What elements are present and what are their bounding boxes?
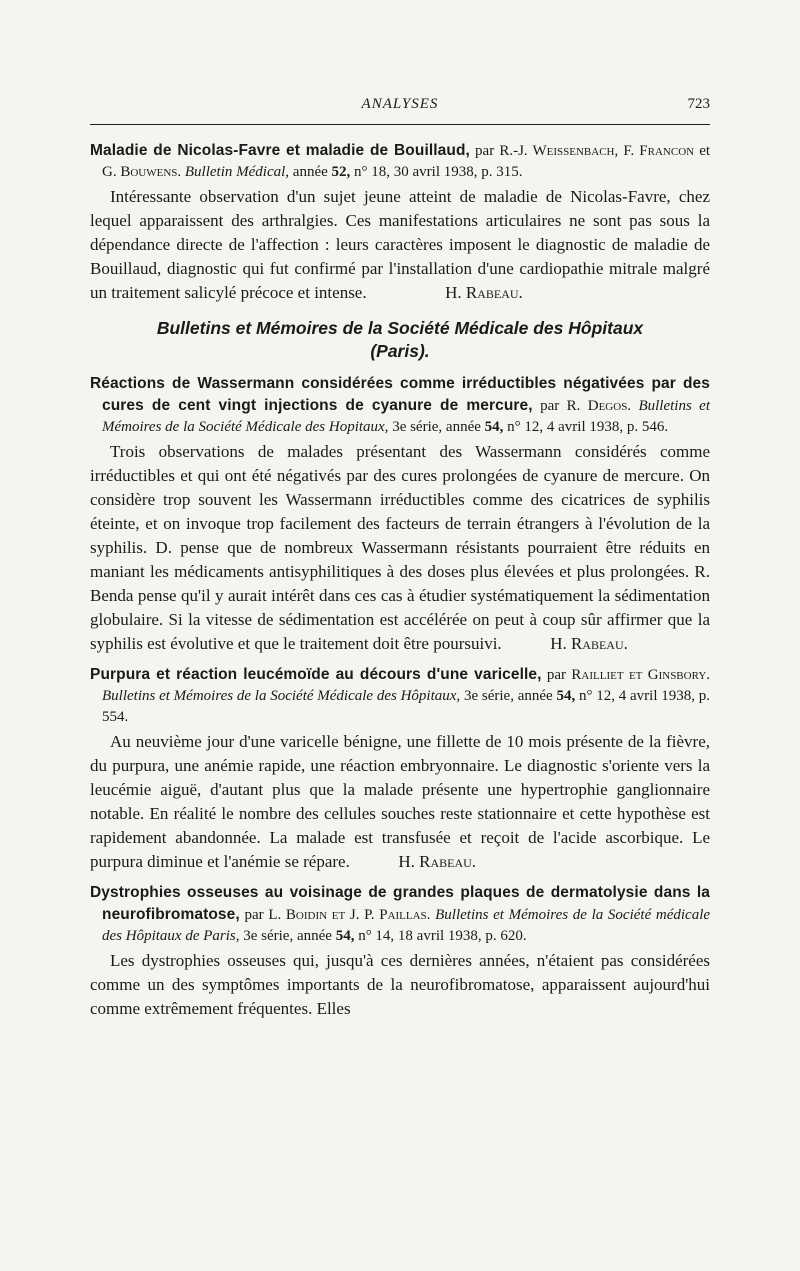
citation-ref-b: n° 12, 4 avril 1938, p. 546. — [507, 419, 669, 435]
citation-journal: Bulletins et Mémoires de la Société médicale des Hôpitaux de Paris, — [102, 907, 711, 944]
entry-body-text: Les dystrophies osseuses qui, jusqu'à ces dernières années, n'étaient pas considérées comme un des symptômes importants de la neurofibromatose, apparaissent aujourd'hui comme extrêmement fréquentes. Elles — [90, 951, 710, 1018]
abstract-entry — [90, 140, 710, 305]
citation-authors: R. Degos. — [566, 398, 632, 414]
section-heading-line-2: (Paris). — [370, 341, 430, 361]
entry-body-text: Trois observations de malades présentant des Wassermann considérés comme irréductibles et qui ont été négativés par des cures prolongées de cyanure de mercure. On considère trop souvent les Wassermann irréductibles comme des cicatrices de syphilis éteinte, et on invoque trop facilement des facteurs de terrain étrangers à l'évolution de la syphilis. D. pense que de nombreux Wassermann résistants pourraient être réduits en maniant les médicaments antisyphilitiques à des doses plus élevées et plus prolongées. R. Benda pense qu'il y aurait intérêt dans ces cas à étudier systématiquement la sédimentation globulaire. Si la vitesse de sédimentation est accélérée on peut à coup sûr affirmer que la syphilis est évolutive et que le traitement doit être poursuivi. — [90, 442, 710, 653]
citation-ref-a: année — [292, 164, 328, 180]
citation-ref-b: n° 18, 30 avril 1938, p. 315. — [354, 164, 523, 180]
entry-signature: H. Rabeau. — [445, 283, 523, 302]
citation-ref-a: 3e série, année — [392, 419, 481, 435]
citation-volume: 54, — [484, 419, 504, 435]
citation-ref-b: n° 14, 18 avril 1938, p. 620. — [358, 928, 527, 944]
citation-journal: Bulletin Médical, — [184, 164, 290, 180]
citation-authors: Railliet et Ginsbory. — [571, 667, 711, 683]
abstract-entry — [90, 882, 710, 1021]
citation-by: par — [475, 143, 495, 159]
abstract-entry — [90, 664, 710, 874]
citation-authors: R.-J. Weissenbach, F. Francon — [499, 143, 695, 159]
citation-ref-b: n° 12, 4 avril 1938, p. 554. — [102, 688, 711, 725]
entry-citation — [90, 140, 710, 183]
citation-ref-a: 3e série, année — [463, 688, 553, 704]
citation-volume: 52, — [331, 164, 351, 180]
citation-volume: 54, — [556, 688, 576, 704]
entry-title: Maladie de Nicolas-Favre et maladie de Bouillaud, — [90, 142, 470, 159]
entry-body — [90, 440, 710, 656]
citation-author-2: G. Bouwens. — [102, 164, 182, 180]
citation-by: par — [546, 667, 567, 683]
entry-body — [90, 185, 710, 305]
citation-volume: 54, — [335, 928, 355, 944]
citation-journal: Bulletins et Mémoires de la Société Médicale des Hopitaux, — [102, 398, 710, 435]
entry-title: Dystrophies osseuses au voisinage de grandes plaques de dermatolysie dans la neurofibromatose, — [90, 884, 710, 923]
entry-body — [90, 730, 710, 874]
entry-signature: H. Rabeau. — [550, 634, 628, 653]
abstract-entry — [90, 373, 710, 656]
citation-by: par — [540, 398, 560, 414]
citation-journal: Bulletins et Mémoires de la Société Médicale des Hôpitaux, — [102, 688, 461, 704]
entry-title: Purpura et réaction leucémoïde au décours d'une varicelle, — [90, 666, 542, 683]
page-header — [90, 94, 710, 125]
entry-citation — [90, 882, 710, 947]
entry-signature: H. Rabeau. — [398, 852, 477, 871]
citation-authors: L. Boidin et J. P. Paillas. — [268, 907, 431, 923]
citation-ref-a: 3e série, année — [243, 928, 332, 944]
entry-body — [90, 949, 710, 1021]
page-number: 723 — [687, 96, 710, 112]
entry-title: Réactions de Wassermann considérées comme irréductibles négativées par des cures de cent vingt injections de cyanure de mercure, — [90, 375, 710, 414]
entry-citation — [90, 664, 710, 728]
running-head: ANALYSES — [361, 96, 439, 112]
entry-citation — [90, 373, 710, 438]
page-content — [90, 140, 710, 1025]
section-heading-line-1: Bulletins et Mémoires de la Société Médicale des Hôpitaux — [156, 318, 644, 338]
citation-and: et — [699, 143, 711, 159]
section-heading — [90, 317, 710, 363]
entry-body-text: Intéressante observation d'un sujet jeune atteint de maladie de Nicolas-Favre, chez lequel apparaissent des arthralgies. Ces manifestations articulaires ne sont pas sous la dépendance directe de l'affection : leurs caractères imposent le diagnostic de maladie de Bouillaud, diagnostic qui fut confirmé par l'installation d'une cardiopathie mitrale malgré un traitement salicylé précoce et intense. — [90, 187, 710, 302]
citation-by: par — [244, 907, 264, 923]
entry-body-text: Au neuvième jour d'une varicelle bénigne, une fillette de 10 mois présente de la fièvre, du purpura, une anémie rapide, une réaction embryonnaire. Le diagnostic s'oriente vers la leucémie aiguë, d'autant plus que la malade présente une hypertrophie ganglionnaire notable. En réalité le nombre des cellules souches reste stationnaire et cette hypothèse est rapidement abandonnée. La malade est transfusée et reçoit de l'acide ascorbique. Le purpura diminue et l'anémie se répare. — [90, 732, 710, 871]
